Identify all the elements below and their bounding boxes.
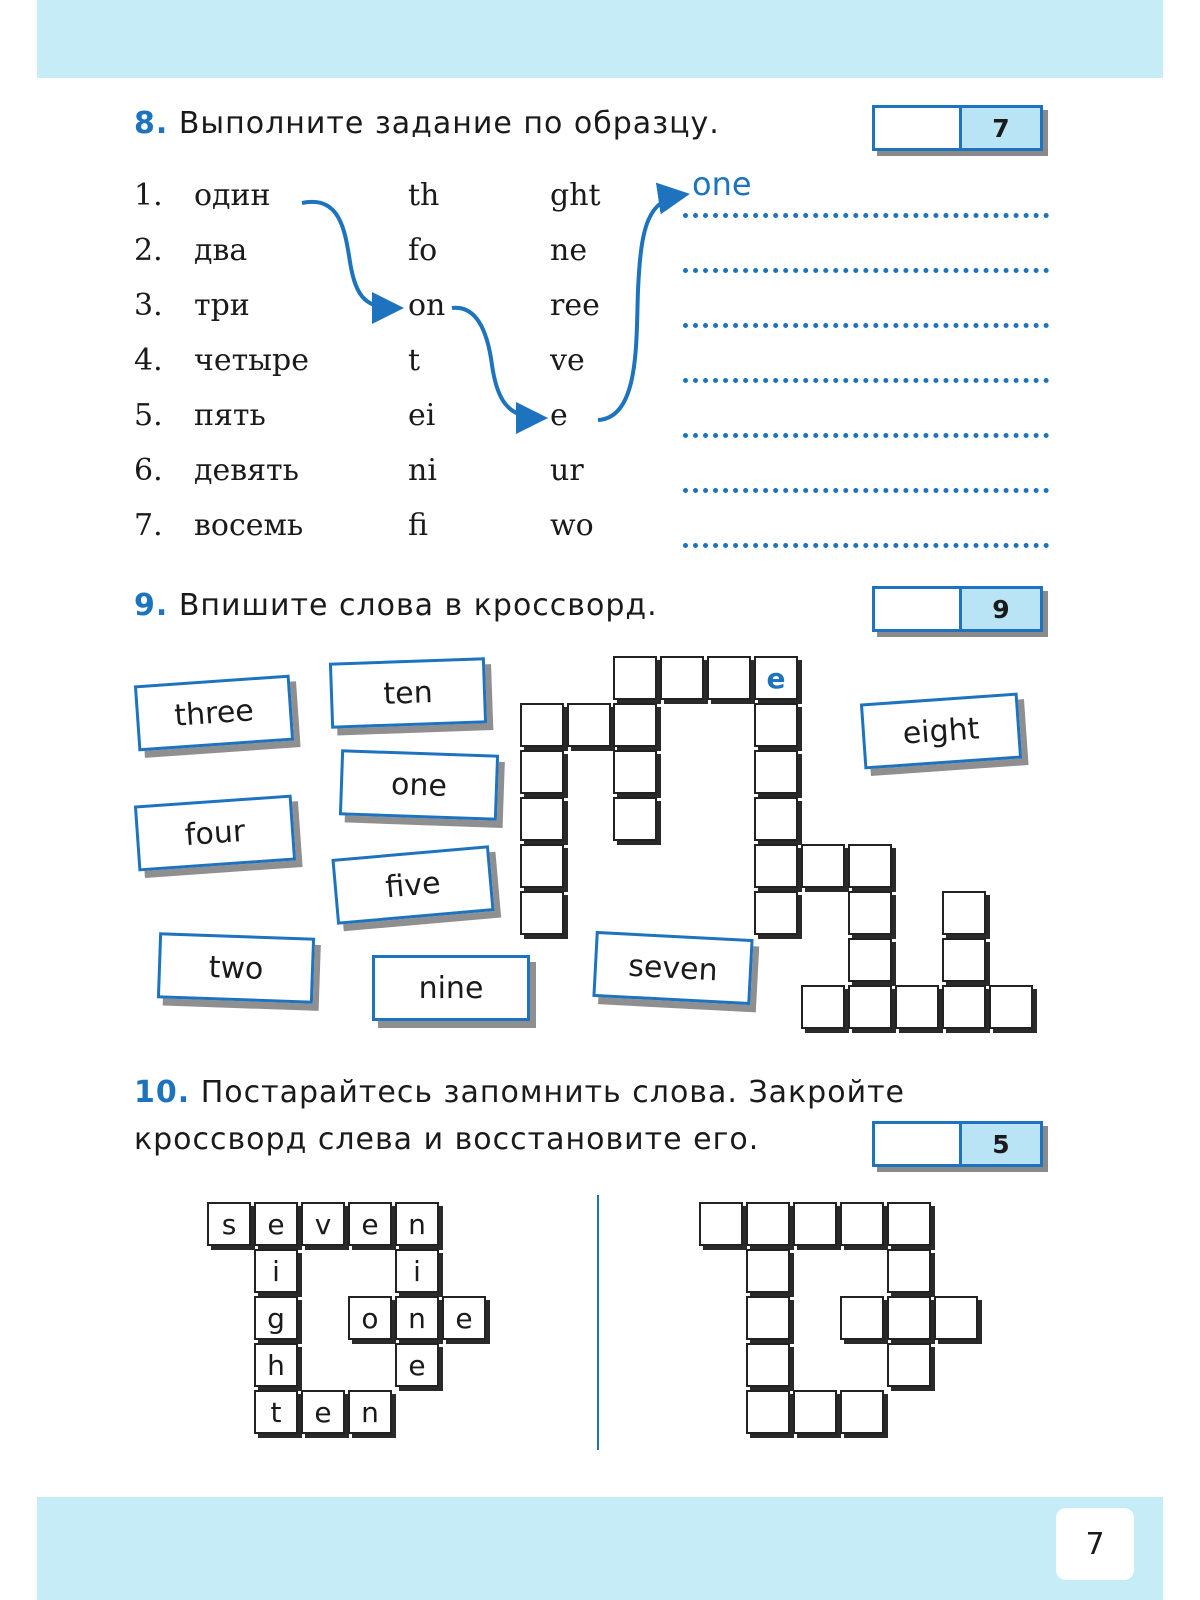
task8-number: 8. bbox=[134, 106, 169, 141]
word-card-two[interactable]: two bbox=[157, 932, 315, 1003]
crossword-cell[interactable] bbox=[942, 891, 986, 935]
crossword-cell[interactable] bbox=[801, 985, 845, 1029]
syllable-end: wo bbox=[550, 508, 594, 543]
crossword-cell[interactable] bbox=[613, 750, 657, 794]
crossword-cell[interactable] bbox=[793, 1202, 837, 1246]
crossword-cell[interactable] bbox=[613, 703, 657, 747]
crossword-cell[interactable]: e bbox=[254, 1202, 298, 1246]
word-card-nine[interactable]: nine bbox=[372, 955, 530, 1021]
russian-word: два bbox=[194, 233, 248, 268]
syllable-end: e bbox=[550, 398, 568, 433]
task10-heading-line1 bbox=[134, 1075, 905, 1110]
crossword-cell[interactable] bbox=[754, 844, 798, 888]
row-number: 5. bbox=[134, 398, 163, 433]
task9-heading bbox=[134, 588, 658, 623]
crossword-cell[interactable] bbox=[840, 1296, 884, 1340]
crossword-cell[interactable] bbox=[848, 844, 892, 888]
syllable-start: ni bbox=[408, 453, 437, 488]
task9-number: 9. bbox=[134, 588, 169, 623]
syllable-start: fo bbox=[408, 233, 438, 268]
word-card-five[interactable]: five bbox=[331, 845, 494, 925]
task10-text-line1: Постарайтесь запомнить слова. Закройте bbox=[200, 1075, 906, 1110]
russian-word: четыре bbox=[194, 343, 310, 378]
crossword-cell[interactable] bbox=[754, 797, 798, 841]
syllable-end: ree bbox=[550, 288, 600, 323]
crossword-cell[interactable] bbox=[887, 1343, 931, 1387]
row-number: 2. bbox=[134, 233, 163, 268]
crossword-cell[interactable] bbox=[746, 1343, 790, 1387]
crossword-cell[interactable]: g bbox=[254, 1296, 298, 1340]
crossword-cell[interactable] bbox=[520, 750, 564, 794]
task9-score-box bbox=[872, 586, 1043, 632]
crossword-cell[interactable] bbox=[520, 703, 564, 747]
crossword-cell[interactable] bbox=[848, 985, 892, 1029]
syllable-start: ei bbox=[408, 398, 436, 433]
syllable-start: t bbox=[408, 343, 421, 378]
crossword-cell[interactable] bbox=[707, 656, 751, 700]
crossword-cell[interactable] bbox=[699, 1202, 743, 1246]
crossword-cell[interactable]: e bbox=[301, 1390, 345, 1434]
crossword-cell[interactable]: e bbox=[395, 1343, 439, 1387]
crossword-cell[interactable]: e bbox=[754, 656, 798, 700]
crossword-cell[interactable]: t bbox=[254, 1390, 298, 1434]
task10-number: 10. bbox=[134, 1075, 191, 1110]
syllable-start: th bbox=[408, 178, 440, 213]
crossword-cell[interactable] bbox=[746, 1249, 790, 1293]
crossword-cell[interactable] bbox=[887, 1202, 931, 1246]
word-card-eight[interactable]: eight bbox=[860, 693, 1022, 770]
crossword-cell[interactable] bbox=[840, 1390, 884, 1434]
crossword-cell[interactable] bbox=[520, 891, 564, 935]
crossword-cell[interactable] bbox=[754, 750, 798, 794]
syllable-end: ur bbox=[550, 453, 584, 488]
crossword-cell[interactable]: s bbox=[207, 1202, 251, 1246]
crossword-cell[interactable]: i bbox=[395, 1249, 439, 1293]
crossword-cell[interactable] bbox=[895, 985, 939, 1029]
row-number: 6. bbox=[134, 453, 163, 488]
example-answer: one bbox=[692, 165, 752, 203]
task10-score: 5 bbox=[959, 1124, 1040, 1164]
crossword-cell[interactable] bbox=[520, 844, 564, 888]
syllable-end: ght bbox=[550, 178, 601, 213]
crossword-cell[interactable]: n bbox=[395, 1296, 439, 1340]
syllable-start: fi bbox=[408, 508, 429, 543]
crossword-cell[interactable]: v bbox=[301, 1202, 345, 1246]
crossword-cell[interactable] bbox=[793, 1390, 837, 1434]
arrow-e-to-answer bbox=[598, 195, 682, 420]
syllable-end: ne bbox=[550, 233, 588, 268]
crossword-cell[interactable]: i bbox=[254, 1249, 298, 1293]
task10-heading-line2: кроссворд слева и восстановите его. bbox=[134, 1122, 760, 1157]
crossword-cell[interactable] bbox=[942, 938, 986, 982]
crossword-cell[interactable] bbox=[887, 1249, 931, 1293]
crossword-cell[interactable] bbox=[848, 938, 892, 982]
row-number: 4. bbox=[134, 343, 163, 378]
crossword-cell[interactable] bbox=[613, 797, 657, 841]
task9-text: Впишите слова в кроссворд. bbox=[178, 588, 658, 623]
arrow-on-to-e bbox=[452, 308, 540, 418]
word-card-one[interactable]: one bbox=[339, 749, 499, 820]
crossword-cell[interactable] bbox=[989, 985, 1033, 1029]
crossword-cell[interactable] bbox=[746, 1390, 790, 1434]
task10-score-box bbox=[872, 1121, 1043, 1167]
crossword-cell[interactable] bbox=[887, 1296, 931, 1340]
crossword-cell[interactable] bbox=[840, 1202, 884, 1246]
crossword-cell[interactable]: e bbox=[442, 1296, 486, 1340]
word-card-seven[interactable]: seven bbox=[592, 931, 753, 1005]
crossword-cell[interactable] bbox=[567, 703, 611, 747]
word-card-three[interactable]: three bbox=[134, 675, 294, 752]
crossword-cell[interactable] bbox=[520, 797, 564, 841]
syllable-end: ve bbox=[550, 343, 585, 378]
task9-score: 9 bbox=[959, 589, 1040, 629]
page-number: 7 bbox=[1056, 1508, 1134, 1580]
arrow-one-to-on bbox=[302, 202, 396, 308]
syllable-start: on bbox=[408, 288, 446, 323]
bottom-band bbox=[37, 1497, 1163, 1600]
crossword-cell[interactable]: h bbox=[254, 1343, 298, 1387]
crossword-cell[interactable] bbox=[660, 656, 704, 700]
russian-word: пять bbox=[194, 398, 266, 433]
crossword-cell[interactable] bbox=[801, 844, 845, 888]
russian-word: один bbox=[194, 178, 271, 213]
crossword-cell[interactable]: e bbox=[348, 1202, 392, 1246]
row-number: 1. bbox=[134, 178, 163, 213]
row-number: 7. bbox=[134, 508, 163, 543]
word-card-ten[interactable]: ten bbox=[329, 657, 487, 728]
crossword-cell[interactable] bbox=[746, 1202, 790, 1246]
row-number: 3. bbox=[134, 288, 163, 323]
divider-line bbox=[597, 1195, 599, 1450]
crossword-cell[interactable] bbox=[754, 703, 798, 747]
crossword-cell[interactable] bbox=[848, 891, 892, 935]
crossword-cell[interactable]: o bbox=[348, 1296, 392, 1340]
crossword-cell[interactable]: n bbox=[395, 1202, 439, 1246]
crossword-cell[interactable] bbox=[754, 891, 798, 935]
crossword-cell[interactable] bbox=[613, 656, 657, 700]
crossword-cell[interactable] bbox=[746, 1296, 790, 1340]
crossword-cell[interactable] bbox=[934, 1296, 978, 1340]
task8-text: Выполните задание по образцу. bbox=[178, 106, 720, 141]
crossword-cell[interactable] bbox=[942, 985, 986, 1029]
russian-word: восемь bbox=[194, 508, 304, 543]
crossword-cell[interactable]: n bbox=[348, 1390, 392, 1434]
task8-score: 7 bbox=[959, 108, 1040, 148]
russian-word: три bbox=[194, 288, 250, 323]
russian-word: девять bbox=[194, 453, 299, 488]
word-card-four[interactable]: four bbox=[134, 795, 296, 872]
